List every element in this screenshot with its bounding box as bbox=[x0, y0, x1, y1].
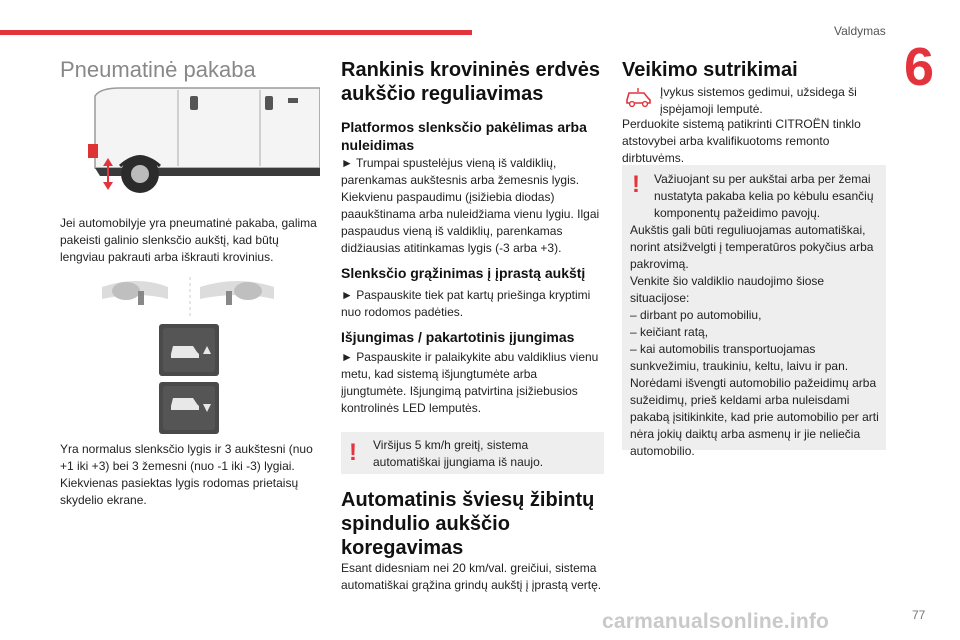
lower-button-panel bbox=[159, 382, 219, 434]
col1-title: Pneumatinė pakaba bbox=[60, 57, 256, 82]
watermark: carmanualsonline.info bbox=[602, 610, 830, 633]
steering-controls-illustration bbox=[98, 277, 278, 317]
col1-intro: Jei automobilyje yra pneumatinė pakaba, galima pakeisti galinio slenksčio aukštį, kad būtų lengviau pakrauti arba iškrauti krovinius. bbox=[60, 216, 317, 264]
s4-text: Esant didesniam nei 20 km/val. greičiui, sistema automatiškai grąžina grindų aukštį į įprastą vertę. bbox=[341, 561, 602, 592]
s1-text: ► Trumpai spustelėjus vieną iš valdiklių, parenkamas aukštesnis arba žemesnis lygis. Kiekvienu paspaudimu (įsižiebia diodas) paaukštinama arba nuleidžiama vienu lygiu. Ilgai paspaudus vieną iš valdiklių, parenkamas didžiausias atitinkamas lygis (-3 arba +3). bbox=[341, 156, 600, 255]
col3-title: Veikimo sutrikimai bbox=[622, 59, 798, 81]
col2-title: Rankinis krovininės erdvės aukščio reguliavimas bbox=[341, 59, 601, 105]
section-title: Valdymas bbox=[834, 24, 886, 38]
page-number: 77 bbox=[912, 608, 926, 622]
speed-warning-text: Viršijus 5 km/h greitį, sistema automatiškai įjungiama iš naujo. bbox=[373, 438, 544, 469]
speed-warning-box bbox=[341, 432, 604, 474]
s2-text: ► Paspauskite tiek pat kartų priešinga kryptimi nuo rodomos padėties. bbox=[341, 288, 591, 319]
suspension-warning-box bbox=[622, 165, 886, 458]
van-up-icon bbox=[159, 324, 219, 376]
fault-text-2: Perduokite sistemą patikrinti CITROËN tinklo atstovybei arba kvalifikuotoms remonto dirbtuvėms. bbox=[622, 117, 861, 165]
s3-title: Išjungimas / pakartotinis įjungimas bbox=[341, 329, 575, 345]
s3-text: ► Paspauskite ir palaikykite abu valdiklius vienu metu, kad sistemą išjungtumėte arba įjungtumėte. Išjungimą patvirtina įsižiebusios kontrolinės LED lemputės. bbox=[341, 350, 599, 415]
exclamation-icon: ! bbox=[349, 439, 357, 466]
raise-button-panel bbox=[159, 324, 219, 376]
top-accent-bar bbox=[0, 30, 472, 35]
exclamation-icon: ! bbox=[632, 171, 640, 198]
van-down-icon bbox=[159, 382, 219, 434]
fault-text: Įvykus sistemos gedimui, užsidega ši įspėjamoji lemputė. bbox=[660, 85, 857, 116]
chapter-number: 6 bbox=[904, 37, 935, 97]
warn-first: Važiuojant su per aukštai arba per žemai nustatyta pakaba kelia po kėbulu esančių komponentų pažeidimo pavojų. bbox=[654, 172, 874, 220]
suspension-warning-lamp-icon bbox=[624, 86, 654, 108]
s4-title: Automatinis šviesų žibintų spindulio aukščio koregavimas bbox=[341, 489, 595, 559]
van-rear-illustration bbox=[60, 84, 320, 194]
col1-levels: Yra normalus slenksčio lygis ir 3 aukštesni (nuo +1 iki +3) bei 3 žemesni (nuo -1 iki -3) lygiai. Kiekvienas pasiektas lygis rodomas prietaisų skydelio ekrane. bbox=[60, 442, 313, 507]
warn-rest: Aukštis gali būti reguliuojamas automatiškai, norint atsižvelgti į temperatūros pokyčius arba pakrovimą. Venkite šio valdiklio naudojimo šiose situacijose: – dirbant po automobiliu, – keičiant ratą, – kai automobilis transportuojamas sunkvežimiu, traukiniu, keltu, laivu ir pan. Norėdami išvengti automobilio pažeidimų arba sužeidimų, prieš keldami arba nuleisdami pakabą įsitikinkite, kad prie automobilio per arti nėra jokių daiktų arba asmenų ir jie neliečia automobilio. bbox=[630, 223, 879, 458]
s2-title: Slenksčio grąžinimas į įprastą aukštį bbox=[341, 265, 586, 281]
s1-title: Platformos slenksčio pakėlimas arba nuleidimas bbox=[341, 119, 587, 153]
